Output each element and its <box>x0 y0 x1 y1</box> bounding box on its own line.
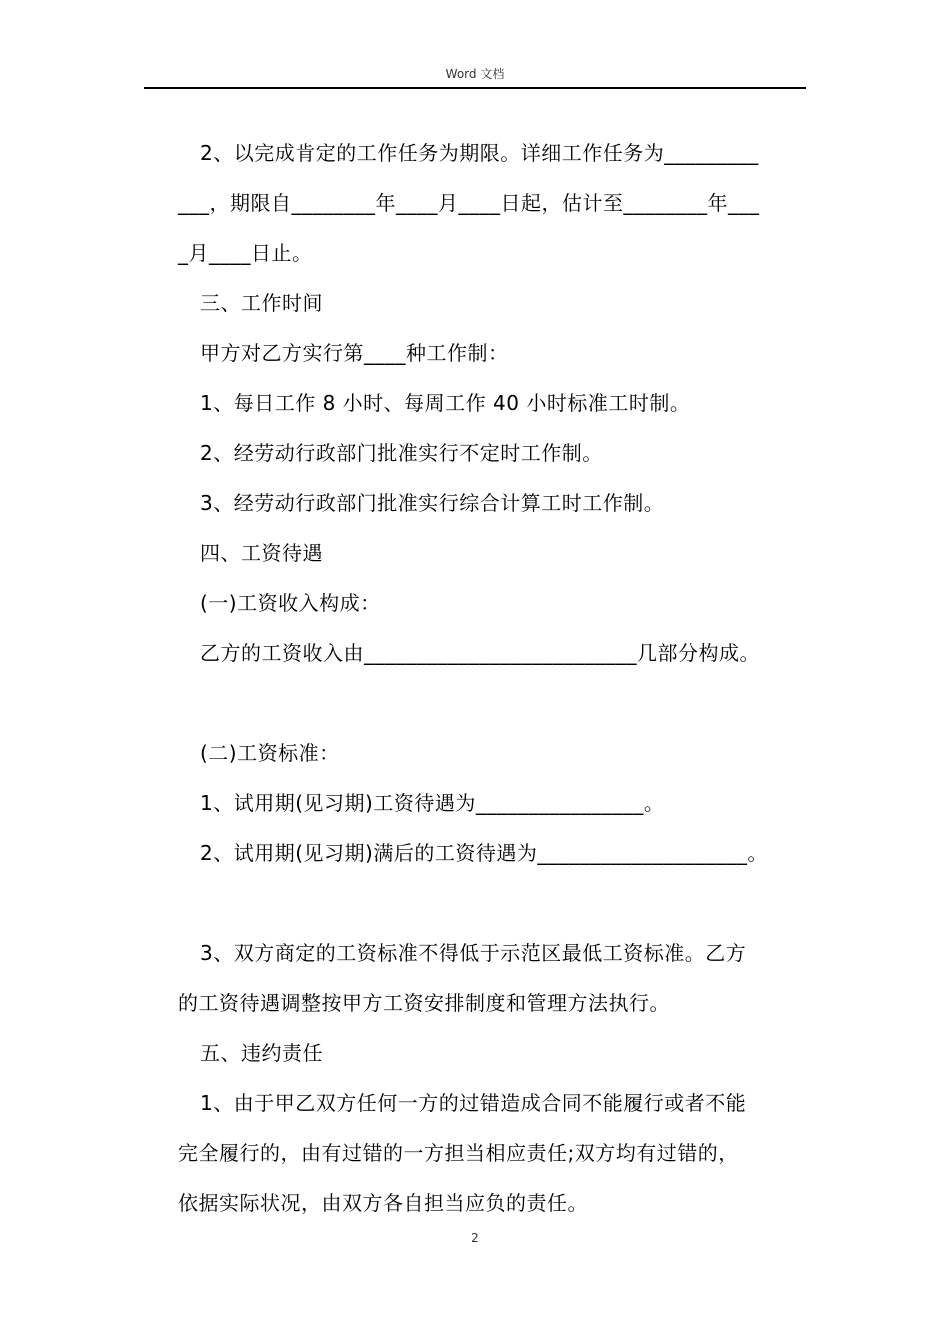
page-number: 2 <box>471 1231 479 1245</box>
paragraph-line: 2、以完成肯定的工作任务为期限。详细工作任务为_________ <box>200 141 759 165</box>
list-item: 1、由于甲乙双方任何一方的过错造成合同不能履行或者不能 <box>200 1091 747 1115</box>
section-heading: 四、工资待遇 <box>200 541 323 565</box>
paragraph-line: 依据实际状况，由双方各自担当应负的责任。 <box>178 1191 588 1215</box>
document-body <box>178 128 798 1228</box>
list-item: 3、经劳动行政部门批准实行综合计算工时工作制。 <box>200 491 665 515</box>
subsection-heading: (一)工资收入构成： <box>200 591 381 615</box>
paragraph-line: _月____日止。 <box>178 241 313 265</box>
page-header: Word 文档 <box>445 67 505 81</box>
section-heading: 三、工作时间 <box>200 291 323 315</box>
list-item: 2、经劳动行政部门批准实行不定时工作制。 <box>200 441 603 465</box>
paragraph-line: 乙方的工资收入由__________________________几部分构成。 <box>200 641 760 665</box>
list-item: 3、双方商定的工资标准不得低于示范区最低工资标准。乙方 <box>200 941 747 965</box>
paragraph-line: 完全履行的，由有过错的一方担当相应责任;双方均有过错的， <box>178 1141 739 1165</box>
header-divider <box>144 87 806 89</box>
blank-line <box>178 878 798 928</box>
subsection-heading: (二)工资标准： <box>200 741 340 765</box>
paragraph-line: 的工资待遇调整按甲方工资安排制度和管理方法执行。 <box>178 991 670 1015</box>
list-item: 2、试用期(见习期)满后的工资待遇为____________________。 <box>200 841 768 865</box>
paragraph-line: 甲方对乙方实行第____种工作制： <box>200 341 509 365</box>
section-heading: 五、违约责任 <box>200 1041 323 1065</box>
list-item: 1、每日工作 8 小时、每周工作 40 小时标准工时制。 <box>200 391 691 415</box>
paragraph-line: ___，期限自________年____月____日起，估计至________年___ <box>178 191 760 215</box>
list-item: 1、试用期(见习期)工资待遇为________________。 <box>200 791 665 815</box>
blank-line <box>178 678 798 728</box>
